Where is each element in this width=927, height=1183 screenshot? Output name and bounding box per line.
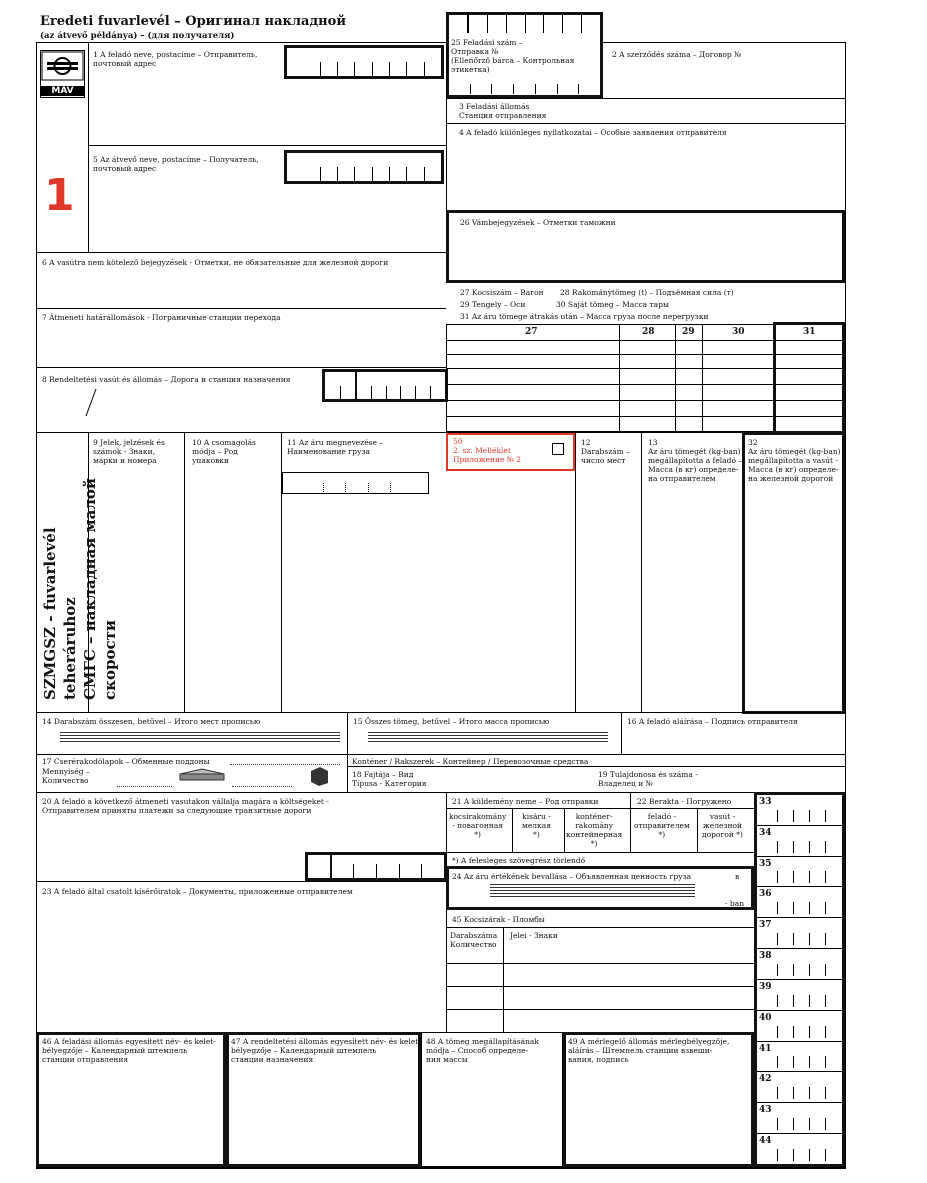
footnote: *) A felesleges szövegrész törlendő: [452, 856, 586, 865]
code-cell-number: 38: [759, 951, 772, 962]
code-cell-ticks: [777, 995, 841, 1007]
train-logo-icon: [41, 51, 84, 81]
code-cell-38[interactable]: [757, 948, 843, 979]
code-cell-44[interactable]: [757, 1133, 843, 1164]
field-21-container[interactable]: konténer- rakomány контейнерная *): [566, 812, 623, 848]
table-header-27: 27: [525, 327, 538, 337]
code-cell-number: 34: [759, 827, 772, 838]
field-12-label: 12 Darabszám – число мест: [581, 438, 630, 465]
field-21-wagonload[interactable]: kocsirakomány - повагонная *): [449, 812, 507, 839]
code-cell-37[interactable]: [757, 917, 843, 948]
code-cell-ticks: [777, 902, 841, 914]
code-cell-ticks: [777, 841, 841, 853]
field-32-label: 32 Az áru tömegét (kg-ban) megállapította a vasút - Масса (в кг) определе- на железной дорогой: [748, 438, 841, 483]
slash-mark: [84, 388, 98, 418]
field-30-label: 30 Saját tömeg – Масса тары: [556, 300, 669, 309]
code-cell-40[interactable]: [757, 1010, 843, 1041]
field-22-sender[interactable]: feladó - отправителем *): [634, 812, 690, 839]
field-49-label: 49 A mérlegelő állomás mérlegbélyegzője, aláírás – Штемпель станции взвеши- вания, подпись: [568, 1037, 730, 1064]
table-header-31: 31: [803, 327, 816, 337]
field-4-label: 4 A feladó különleges nyilatkozatai – Особые заявления отправителя: [459, 128, 727, 137]
field-46-label: 46 A feladási állomás egyesített név- és kelet- bélyegzője – Календарный штемпель станции отправления: [42, 1037, 216, 1064]
field-16-label: 16 A feladó aláírása – Подпись отправителя: [627, 717, 798, 726]
field-45-count-label: Darabszáma Количество: [450, 931, 498, 949]
field-1-code-box[interactable]: [284, 45, 444, 79]
code-cell-ticks: [777, 1149, 841, 1161]
field-7-label: 7 Átmeneti határállomások - Пограничные станции перехода: [42, 313, 281, 322]
field-3-label: 3 Feladási állomás Станция отправления: [459, 102, 547, 120]
field-22-railway[interactable]: vasút - железной дорогой *): [702, 812, 743, 839]
field-23-label: 23 A feladó által csatolt kísérőiratok – Документы, приложенные отправителем: [42, 887, 353, 896]
field-50-checkbox[interactable]: [552, 443, 564, 455]
field-20-code-box[interactable]: [305, 852, 447, 881]
field-2-label: 2 A szerződés száma – Договор №: [612, 50, 742, 59]
form-subtitle: (az átvevő példánya) – (для получателя): [40, 31, 235, 41]
container-icon: [308, 765, 330, 787]
field-14-label: 14 Darabszám összesen, betűvel – Итого мест прописью: [42, 717, 261, 726]
table-header-28: 28: [642, 327, 655, 337]
code-cell-ticks: [777, 1118, 841, 1130]
field-20-label: 20 A feladó a következő átmeneti vasutakon vállalja magára a költségeket - Отправителем приняты платежи за следующие транзитные дороги: [42, 797, 329, 815]
container-label: Konténer / Rakszerek – Контейнер / Перевозочные средства: [352, 757, 589, 766]
code-cell-39[interactable]: [757, 979, 843, 1010]
right-code-column: [757, 795, 843, 1164]
code-cell-number: 33: [759, 797, 772, 807]
table-column-31[interactable]: [773, 322, 845, 434]
code-cell-43[interactable]: [757, 1102, 843, 1133]
code-cell-number: 40: [759, 1012, 772, 1023]
code-cell-33[interactable]: [757, 795, 843, 825]
mav-logo: [40, 50, 85, 98]
code-cell-number: 37: [759, 920, 772, 931]
code-cell-35[interactable]: [757, 856, 843, 887]
field-11-label: 11 Az áru megnevezése – Наименование груза: [287, 438, 384, 456]
field-25-ticks: [449, 15, 600, 33]
code-cell-number: 41: [759, 1043, 772, 1054]
field-50-label: 50 2. sz. Melléklet Приложение № 2: [453, 437, 522, 464]
field-26-label: 26 Vámbejegyzések – Отметки таможни: [460, 218, 616, 227]
field-45-marks-label: Jelei - Знаки: [510, 931, 558, 940]
field-6-label: 6 A vasútra nem kötelező bejegyzések - Отметки, не обязательные для железной дороги: [42, 258, 389, 267]
code-cell-ticks: [777, 1056, 841, 1068]
field-29-label: 29 Tengely – Оси: [460, 300, 526, 309]
field-8-label: 8 Rendeltetési vasút és állomás – Дорога и станция назначения: [42, 375, 291, 384]
side-title-ru: СМГС – накладная малой скорости: [81, 477, 119, 700]
field-21-smallgoods[interactable]: kisáru - мелкая *): [522, 812, 551, 839]
field-1-label: 1 A feladó neve, postacíme – Отправитель, почтовый адрес: [93, 50, 258, 68]
code-cell-41[interactable]: [757, 1041, 843, 1072]
field-18-label: 18 Fajtája – Вид Típusa - Категория: [352, 770, 427, 788]
code-cell-number: 42: [759, 1074, 772, 1085]
code-cell-number: 39: [759, 981, 772, 992]
field-25-label: 25 Feladási szám – Отправка № (Ellenőrző bárca – Контрольная этикетка): [451, 38, 575, 74]
copy-number: 1: [44, 170, 75, 221]
code-cell-ticks: [777, 871, 841, 883]
table-header-30: 30: [732, 327, 745, 337]
code-cell-number: 35: [759, 858, 772, 869]
pallet-icon: [178, 768, 226, 782]
field-17-quantity-label: Mennyiség – Количество: [42, 767, 90, 785]
table-header-29: 29: [682, 327, 695, 337]
mav-logo-text: MÁV: [41, 86, 84, 96]
field-47-label: 47 A rendeltetési állomás egyesített név- és kelet- bélyegzője – Календарный штемпель станции назначения: [231, 1037, 421, 1064]
field-13-label: 13 Az áru tömegét (kg-ban) megállapította a feladó – Масса (в кг) определе- на отправителем: [648, 438, 743, 483]
field-10-label: 10 A csomagolás módja – Род упаковки: [192, 438, 256, 465]
code-cell-34[interactable]: [757, 825, 843, 856]
code-cell-number: 44: [759, 1136, 772, 1147]
code-cell-36[interactable]: [757, 886, 843, 917]
code-cell-ticks: [777, 810, 841, 822]
side-title: [40, 440, 119, 700]
field-22-label: 22 Berakta - Погружено: [637, 797, 732, 806]
field-45-label: 45 Kocsizárak - Пломбы: [452, 915, 545, 924]
code-cell-number: 43: [759, 1105, 772, 1116]
field-19-label: 19 Tulajdonosa és száma - Владелец и №: [598, 770, 698, 788]
code-cell-ticks: [777, 1087, 841, 1099]
field-15-label: 15 Összes tömeg, betűvel – Итого масса прописью: [353, 717, 550, 726]
field-31-label: 31 Az áru tömege átrakás után – Масса груза после перегрузки: [460, 312, 709, 321]
code-cell-ticks: [777, 933, 841, 945]
code-cell-ticks: [777, 1026, 841, 1038]
form-title: Eredeti fuvarlevél – Оригинал накладной: [40, 14, 346, 29]
field-28-label: 28 Rakománytömeg (t) – Подъёмная сила (т): [560, 288, 734, 297]
field-9-label: 9 Jelek, jelzések és számok - Знаки, марки и номера: [93, 438, 165, 465]
field-21-label: 21 A küldemény neme – Род отправки: [452, 797, 599, 806]
code-cell-number: 36: [759, 889, 772, 900]
field-5-label: 5 Az átvevő neve, postacíme – Получатель, почтовый адрес: [93, 155, 259, 173]
side-title-hu: SZMGSZ - fuvarlevél teheráruhoz: [41, 527, 79, 700]
code-cell-42[interactable]: [757, 1071, 843, 1102]
field-5-code-box[interactable]: [284, 150, 444, 184]
field-24-currency-prefix: в: [735, 872, 740, 881]
field-24-label: 24 Az áru értékének bevallása – Объявленная ценность груза: [452, 872, 692, 881]
field-27-label: 27 Kocsiszám – Вагон: [460, 288, 544, 297]
field-48-label: 48 A tömeg megállapításának módja – Способ определе- ния массы: [426, 1037, 539, 1064]
field-24-currency-suffix: - ban: [725, 899, 745, 908]
code-cell-ticks: [777, 964, 841, 976]
field-8-code-box[interactable]: [322, 369, 448, 402]
field-17-label: 17 Cserérakodólapok – Обменные поддоны: [42, 757, 210, 766]
